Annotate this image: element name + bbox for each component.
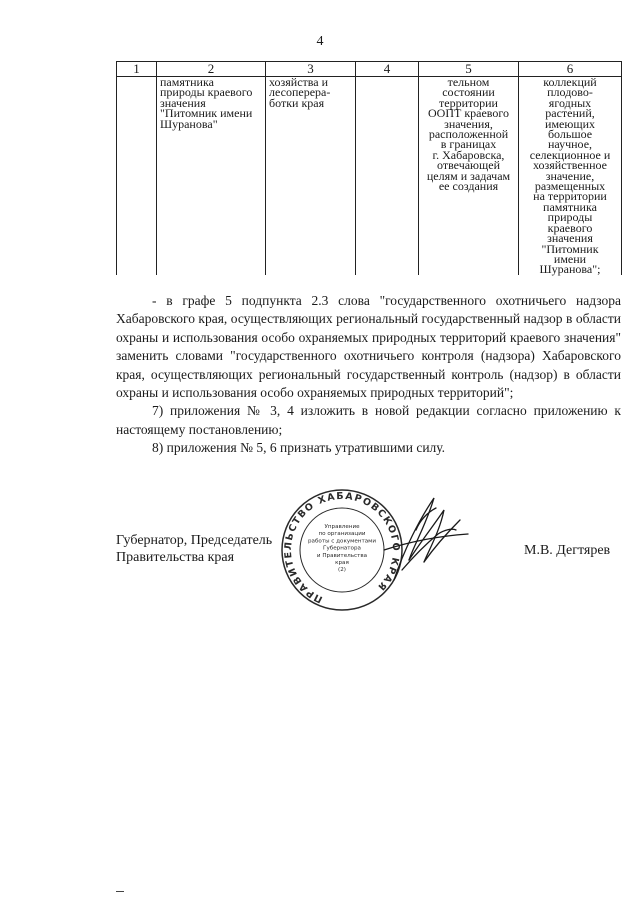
column-header-3: 3 <box>266 62 356 77</box>
signatory-name: М.В. Дегтярев <box>524 543 611 558</box>
column-header-5: 5 <box>419 62 519 77</box>
body-text <box>116 292 621 458</box>
seal-center-line: и Правительства <box>316 552 368 559</box>
column-header-2: 2 <box>157 62 266 77</box>
seal-center-line: Управление <box>324 524 360 530</box>
column-header-1: 1 <box>117 62 157 77</box>
seal-center-line: (2) <box>338 567 346 574</box>
signatory-title <box>116 532 272 566</box>
cell-authority: хозяйства и лесоперера- ботки края <box>266 77 356 275</box>
signatory-title-line-1: Губернатор, Председатель <box>116 533 273 548</box>
cell-empty <box>356 77 419 275</box>
seal-ring-text: ПРАВИТЕЛЬСТВО ХАБАРОВСКОГО КРАЯ <box>282 490 402 605</box>
table-row <box>117 77 622 275</box>
signatory-title-line-2: Правительства края <box>116 550 235 565</box>
footer-mark <box>116 891 124 892</box>
cell-purpose: коллекций плодово- ягодных растений, имеющих большое научное, селекционное и хозяйственное значение, размещенных на территории памятника природы краевого значения "Питомник имени Шуранова"; <box>519 77 622 275</box>
column-header-6: 6 <box>519 62 622 77</box>
handwritten-signature <box>364 490 474 585</box>
paragraph-item-7: 7) приложения № 3, 4 изложить в новой редакции согласно приложению к настоящему постановлению; <box>116 403 621 437</box>
seal-center-line: края <box>335 560 349 566</box>
paragraph-item-8: 8) приложения № 5, 6 признать утратившими силу. <box>152 440 446 456</box>
cell-condition: тельном состоянии территории ООПТ краевого значения, расположенной в границах г. Хабаровска, отвечающей целям и задачам ее создания <box>419 77 519 275</box>
column-header-4: 4 <box>356 62 419 77</box>
continuation-table <box>116 61 622 275</box>
page-number: 4 <box>316 34 324 49</box>
cell-object-name: памятника природы краевого значения "Питомник имени Шуранова" <box>157 77 266 275</box>
seal-center-line: работы с документами <box>308 538 376 545</box>
seal-center-line: Губернатора <box>323 545 361 552</box>
seal-center-line: по организации <box>318 531 366 538</box>
cell-number <box>117 77 157 275</box>
paragraph-amendment: - в графе 5 подпункта 2.3 слова "государственного охотничьего надзора Хабаровского края, осуществляющих региональный государственный надзор в области охраны и использования особо охраняемых природных территорий краевого значения" заменить словами "государственного охотничьего контроля (надзора) Хабаровского края, осуществляющих региональный государственный контроль (надзор) в области охраны и использования особо охраняемых природных территорий"; <box>116 293 621 401</box>
